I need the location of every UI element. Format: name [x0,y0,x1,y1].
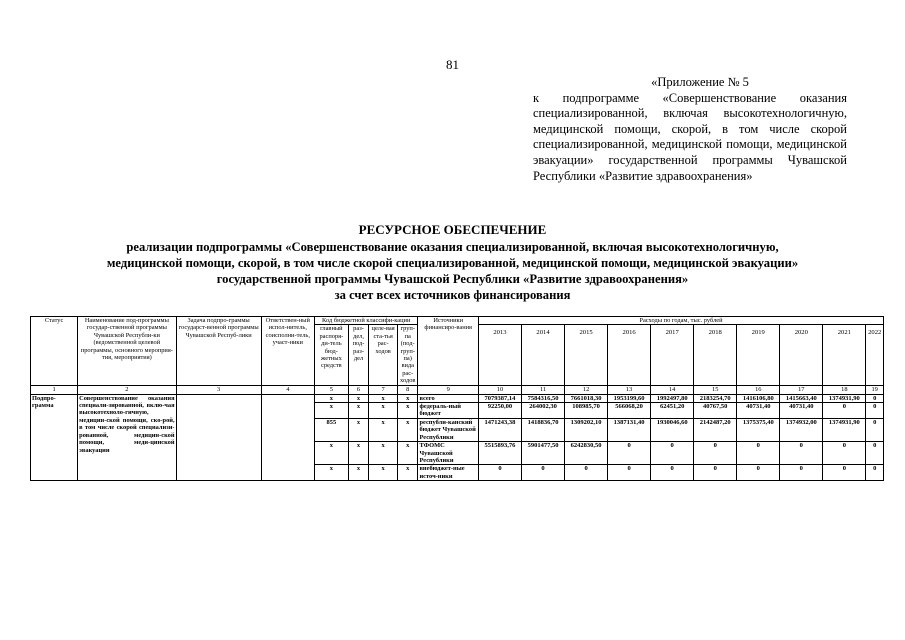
year-header: 2014 [522,325,565,385]
cs-cell: x [369,442,398,465]
header-sources: Источники финансиро-вания [418,317,478,386]
column-number: 9 [418,385,478,394]
value-cell: 0 [866,465,884,481]
header-vr: груп-па (под-груп-па) вида рас-ходов [397,325,418,385]
column-number: 10 [478,385,521,394]
value-cell: 0 [823,403,866,419]
value-cell: 7079387,14 [478,394,521,402]
column-number: 1 [31,385,78,394]
header-expenses: Расходы по годам, тыс. рублей [478,317,883,325]
value-cell: 40767,50 [694,403,737,419]
page-number: 81 [446,57,459,72]
value-cell: 1418836,70 [522,418,565,441]
rz-cell: x [348,394,369,402]
value-cell: 92250,00 [478,403,521,419]
column-number: 7 [369,385,398,394]
value-cell: 0 [823,465,866,481]
value-cell: 5515893,76 [478,442,521,465]
value-cell: 0 [866,442,884,465]
column-number: 11 [522,385,565,394]
value-cell: 566068,20 [608,403,651,419]
cs-cell: x [369,465,398,481]
title-line-5: за счет всех источников финансирования [334,288,571,302]
cs-cell: x [369,403,398,419]
year-header: 2013 [478,325,521,385]
value-cell: 62451,20 [651,403,694,419]
value-cell: 0 [608,465,651,481]
value-cell: 0 [651,465,694,481]
column-number: 3 [176,385,261,394]
rz-cell: x [348,442,369,465]
column-number: 6 [348,385,369,394]
rz-cell: x [348,465,369,481]
column-number: 5 [314,385,348,394]
value-cell: 0 [866,418,884,441]
year-header: 2017 [651,325,694,385]
column-number: 18 [823,385,866,394]
vr-cell: x [397,394,418,402]
header-cs: целе-вая ста-тья рас-ходов [369,325,398,385]
year-header: 2018 [694,325,737,385]
value-cell: 1309202,10 [565,418,608,441]
value-cell: 1374931,90 [823,418,866,441]
vr-cell: x [397,465,418,481]
document-title [0,222,905,303]
column-number: 16 [737,385,780,394]
column-number: 8 [397,385,418,394]
value-cell: 7584316,50 [522,394,565,402]
appendix-note [533,75,847,184]
header-status: Статус [31,317,78,386]
value-cell: 0 [866,403,884,419]
column-number-row [31,385,884,394]
value-cell: 2142487,20 [694,418,737,441]
value-cell: 0 [608,442,651,465]
value-cell: 40731,40 [780,403,823,419]
value-cell: 0 [694,465,737,481]
column-number: 4 [261,385,314,394]
status-cell: Подпро-грамма [31,394,78,480]
value-cell: 1992497,80 [651,394,694,402]
value-cell: 0 [478,465,521,481]
source-cell: ТФОМС Чувашской Республики [418,442,478,465]
gr-cell: x [314,465,348,481]
vr-cell: x [397,442,418,465]
value-cell: 0 [737,465,780,481]
value-cell: 1953199,60 [608,394,651,402]
column-number: 12 [565,385,608,394]
cs-cell: x [369,394,398,402]
header-gr: главный распоря-ди-тель бюд-жетных средств [314,325,348,385]
value-cell: 0 [522,465,565,481]
name-cell: Совершенствование оказания специали-зированной, вклю-чая высокотехноло-гичную, медицин-ской помощи, ско-рой, в том числе скорой специализи-рованной, медицин-ской помощи, меди-цинской эвакуации [78,394,176,480]
value-cell: 1416106,80 [737,394,780,402]
column-number: 15 [694,385,737,394]
header-task: Задача подпро-граммы государст-венной программы Чувашской Респуб-лики [176,317,261,386]
gr-cell: x [314,394,348,402]
value-cell: 0 [780,442,823,465]
vr-cell: x [397,418,418,441]
value-cell: 0 [737,442,780,465]
column-number: 17 [780,385,823,394]
column-number: 19 [866,385,884,394]
gr-cell: x [314,442,348,465]
resource-table [30,316,884,481]
appendix-text: к подпрограмме «Совершенствование оказания специализированной, включая высокотехнологичную, медицинской помощи, скорой, в том числе скорой специализированной, медицинской помощи, медицинской эвакуации» государственной программы Чувашской Республики «Развитие здравоохранения» [533,90,847,183]
source-cell: всего [418,394,478,402]
header-rz: раз-дел, под-раз-дел [348,325,369,385]
title-line-4: государственной программы Чувашской Республики «Развитие здравоохранения» [216,272,689,286]
value-cell: 0 [694,442,737,465]
cs-cell: x [369,418,398,441]
year-header: 2020 [780,325,823,385]
appendix-heading: «Приложение № 5 [651,75,749,89]
source-cell: внебюджет-ные источ-ники [418,465,478,481]
header-name: Наименование под-программы государ-ственной программы Чувашской Республи-ки (ведомственной целевой программы, основного мероприя-тия, мероприятия) [78,317,176,386]
year-header: 2015 [565,325,608,385]
year-header: 2016 [608,325,651,385]
value-cell: 6242830,50 [565,442,608,465]
value-cell: 5901477,50 [522,442,565,465]
value-cell: 0 [866,394,884,402]
gr-cell: 855 [314,418,348,441]
column-number: 13 [608,385,651,394]
value-cell: 1374931,90 [823,394,866,402]
value-cell: 0 [565,465,608,481]
source-cell: федераль-ный бюджет [418,403,478,419]
vr-cell: x [397,403,418,419]
rz-cell: x [348,403,369,419]
title-line-3: медицинской помощи, скорой, в том числе скорой специализированной, медицинской помощи, медицинской эвакуации» [106,256,799,270]
table-row [31,394,884,402]
value-cell: 2183254,70 [694,394,737,402]
title-line-2: реализации подпрограммы «Совершенствование оказания специализированной, включая высокотехнологичную, [126,240,779,254]
task-cell [176,394,261,480]
value-cell: 1930046,60 [651,418,694,441]
value-cell: 1387131,40 [608,418,651,441]
rz-cell: x [348,418,369,441]
gr-cell: x [314,403,348,419]
source-cell: республи-канский бюджет Чувашской Республики [418,418,478,441]
header-budget-code: Код бюджетной классифи-кации [314,317,418,325]
column-number: 2 [78,385,176,394]
value-cell: 1415663,40 [780,394,823,402]
value-cell: 40731,40 [737,403,780,419]
year-header: 2021 [823,325,866,385]
value-cell: 1471243,38 [478,418,521,441]
value-cell: 1374932,00 [780,418,823,441]
title-line-1: РЕСУРСНОЕ ОБЕСПЕЧЕНИЕ [358,222,547,237]
value-cell: 264002,30 [522,403,565,419]
header-responsible: Ответствен-ный испол-нитель, соисполни-тель, участ-ники [261,317,314,386]
value-cell: 108985,70 [565,403,608,419]
value-cell: 0 [823,442,866,465]
year-header: 2022 [866,325,884,385]
value-cell: 0 [651,442,694,465]
responsible-cell [261,394,314,480]
year-header: 2019 [737,325,780,385]
value-cell: 1375375,40 [737,418,780,441]
value-cell: 0 [780,465,823,481]
value-cell: 7661018,30 [565,394,608,402]
column-number: 14 [651,385,694,394]
